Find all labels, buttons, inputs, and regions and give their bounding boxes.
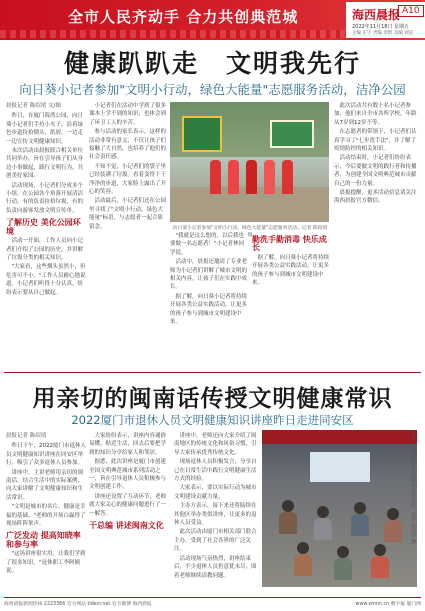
paragraph: 讲座中，主讲老师用亲切的闽南话，结合生活中的实际案例，向大家讲解了文明健康知识和生活常识。 xyxy=(6,469,84,501)
paragraph: 活动结束时，小记者们纷纷表示，今后要做文明的践行者和传播者，为创建全国文明典范城市贡献自己的一份力量。 xyxy=(334,155,417,187)
story1-column-4 xyxy=(334,102,420,370)
paragraph: 活动中，晨报还邀请了专业老师为小记者们讲解了城市文明的相关内容，让孩子们在实践中成长。 xyxy=(170,259,248,291)
story2-byline: 晨报记者 陈绍靖 xyxy=(6,433,47,439)
paragraph: 小记者们在活动中学到了很多课本上学不到的知识，也体会到了环卫工人的辛苦。 xyxy=(89,103,167,126)
paragraph: 此次活动由厦门市相关部门联合主办，受到了社会各界的广泛关注。 xyxy=(174,529,257,553)
story1-subtitle-2: 勤洗手勤消毒 快乐成长 xyxy=(252,234,327,253)
story2-photo xyxy=(262,430,417,587)
photo-attendee-head xyxy=(354,502,366,514)
story1-column-1 xyxy=(6,102,86,370)
paragraph: 据了解，向日葵小记者将持续开展各类公益实践活动，让更多的孩子参与到城市文明建设中来。 xyxy=(170,293,248,326)
paragraph: 据悉，此次讲座是厦门市创建全国文明典范城市系列活动之一，旨在引导退休人员积极参与文明创建工作。 xyxy=(89,459,167,491)
story1-subtitle: 了解历史 美化公园环境 xyxy=(6,217,81,236)
paragraph: 大家表示，要以实际行动为城市文明建设贡献力量。 xyxy=(174,485,257,500)
story1-subhead: 向日葵小记者参加"文明小行动，绿色大能量"志愿服务活动，洁净公园 xyxy=(19,82,406,97)
story2-column-3 xyxy=(174,432,258,596)
paragraph: 昨日下午，2022厦门市退休人员文明健康知识讲座在同安区举行，吸引了众多退休人员参加。 xyxy=(6,443,86,467)
story1-column-3b xyxy=(252,232,330,370)
story2-headline: 用亲切的闽南话传授文明健康常识 xyxy=(32,385,393,412)
photo-person xyxy=(264,160,275,194)
photo-display-board xyxy=(270,120,314,148)
photo-person xyxy=(246,160,257,194)
photo-attendee xyxy=(279,512,297,534)
photo-attendee-head xyxy=(337,546,349,558)
paragraph: "大家看，这些烟头虽然小，但危害可不小。"工作人员耐心地说道。小记者们听得十分认真，纷纷表示要从自己做起。 xyxy=(6,264,86,296)
paragraph: 讲座还设置了互动环节，老师就大家关心的健康问题进行了一一解答。 xyxy=(89,493,167,517)
banner-slogan: 全市人民齐动手 合力共创典范城 xyxy=(68,8,299,26)
paragraph: 据了解，向日葵小记者将持续开展各类公益实践活动，让更多的孩子参与到城市文明建设中来。 xyxy=(252,254,330,287)
page-footer xyxy=(4,600,421,607)
photo-attendee xyxy=(371,556,389,578)
photo-person xyxy=(228,160,239,194)
paragraph: 不知不觉，小记者们的袋子里已经装满了垃圾。看着变得干干净净的步道，大家脸上露出了开心的笑容。 xyxy=(89,163,167,196)
story1-byline: 晨报记者 陈绍靖 文/图 xyxy=(6,103,61,109)
story1-photo-caption: 向日葵小记者参加"文明小行动，绿色大能量"志愿服务活动。记者 陈绍靖 摄 xyxy=(172,226,328,238)
paragraph: 活动一开始，工作人员向小记者们介绍了公园的历史，并讲解了垃圾分类的相关知识。 xyxy=(6,238,84,261)
footer-website: www.xmnn.cn 数字报 厦门网 xyxy=(355,602,421,607)
paragraph: 晨报提醒，更多活动信息请关注海西晨报官方微信。 xyxy=(334,190,417,205)
editor-credits: 主编 庄宇 责编 余智 美编 刘洁 xyxy=(352,31,414,36)
story2-photo-caption: 退休人员认真聆听文明健康知识讲座。记者 陈绍靖 摄 xyxy=(410,430,415,544)
paragraph: 活动现场，小记者们分成多个小组，在公园各个角落开展清洁行动，有的负责捡拾垃圾，有的负责向游客发放文明宣传单。 xyxy=(6,182,84,214)
story2-column-1 xyxy=(6,432,86,596)
issue-date: 2022年11月18日 星期五 xyxy=(352,24,410,30)
photo-attendee xyxy=(384,520,402,542)
photo-attendee xyxy=(294,554,312,576)
section-divider xyxy=(4,372,421,373)
paragraph: 昨日，在厦门海湾公园，向日葵小记者们手持小夹子，沿着绿色步道捡拾烟头、纸屑，一边走一边宣传文明健康知识。 xyxy=(6,113,84,145)
photo-attendee xyxy=(334,558,352,580)
photo-person xyxy=(282,160,293,194)
photo-projection-screen xyxy=(310,452,370,482)
page-banner xyxy=(0,0,425,40)
paragraph: 大家纷纷表示，讲座内容通俗易懂，贴近生活，回去后要把学到的知识分享给家人和邻居。 xyxy=(89,433,167,456)
banner-stripe xyxy=(0,30,345,38)
paragraph: 参与活动的家长表示，这样的活动非常有意义，不仅让孩子们接触了大自然，也培养了他们的社会责任感。 xyxy=(89,129,167,161)
photo-person xyxy=(210,160,221,194)
paragraph: 本次活动由晨报联合相关单位共同举办，旨在引导孩子们从身边小事做起，践行文明行为，共创美好家园。 xyxy=(6,148,84,180)
story2-column-2 xyxy=(89,432,171,596)
paragraph: 主办方表示，接下来还将陆续在其他区举办类似讲座，让更多的退休人员受益。 xyxy=(174,503,257,527)
photo-attendee-head xyxy=(282,500,294,512)
footer-hotline: 海西晨报新闻热线 2223366 官方网站 tidecr.net 官方微博 海西晨报 xyxy=(4,602,152,607)
paragraph: 此次活动共有数十名小记者参加，他们来自全市各所学校，年龄从7岁到12岁不等。 xyxy=(334,103,417,126)
story1-photo xyxy=(170,102,329,222)
newspaper-logo: 海西晨报 xyxy=(352,8,401,22)
paragraph: "文明是城市的名片，健康是幸福的基础。"老师的开场白赢得了现场阵阵掌声。 xyxy=(6,504,86,528)
paragraph: "这场讲座很实用，让我们学到了很多知识。"退休职工李阿姨说。 xyxy=(6,551,86,575)
story1-column-2 xyxy=(89,102,167,370)
photo-attendee-head xyxy=(297,542,309,554)
paragraph: 活动最后，小记者们还在公园里寻找了"文明小行动，绿色大能量"标语，与志愿者一起合影留念。 xyxy=(89,198,167,230)
footer-divider xyxy=(4,597,421,598)
photo-attendee xyxy=(351,514,369,536)
photo-red-banner xyxy=(262,430,417,444)
story1-headline: 健康趴趴走 文明我先行 xyxy=(63,49,361,78)
photo-attendee-head xyxy=(374,544,386,556)
photo-attendee xyxy=(314,518,332,540)
story2-subtitle-2: 干总编 讲述闽南文化 xyxy=(89,520,164,531)
photo-attendee-head xyxy=(317,506,329,518)
story2-subhead: 2022厦门市退休人员文明健康知识讲座昨日走进同安区 xyxy=(71,413,354,427)
page-number: A10 xyxy=(398,5,424,17)
masthead xyxy=(346,2,425,38)
paragraph: "我就是这么想的，以后我也要做一名志愿者！"小记者林同学说。 xyxy=(170,233,245,256)
paragraph: 讲座中，老师还向大家介绍了闽南地区的传统文化和风俗习惯，引导大家传承优秀传统文化。 xyxy=(174,433,257,456)
story2-subtitle: 广泛发动 提高知晓率和参与率 xyxy=(6,530,81,549)
photo-display-board xyxy=(182,116,222,152)
paragraph: 现场退休人员积极发言，分享自己在日常生活中践行文明健康生活方式的经验。 xyxy=(174,459,257,483)
paragraph: 活动现场气氛热烈，讲座结束后，不少退休人员仍意犹未尽，围着老师继续请教问题。 xyxy=(174,555,257,579)
paragraph: 在志愿者的带领下，小记者们认真学习了"七步洗手法"，并了解了疫情防控的相关知识。 xyxy=(334,129,417,153)
photo-attendee-head xyxy=(387,508,399,520)
story1-column-3 xyxy=(170,232,248,370)
